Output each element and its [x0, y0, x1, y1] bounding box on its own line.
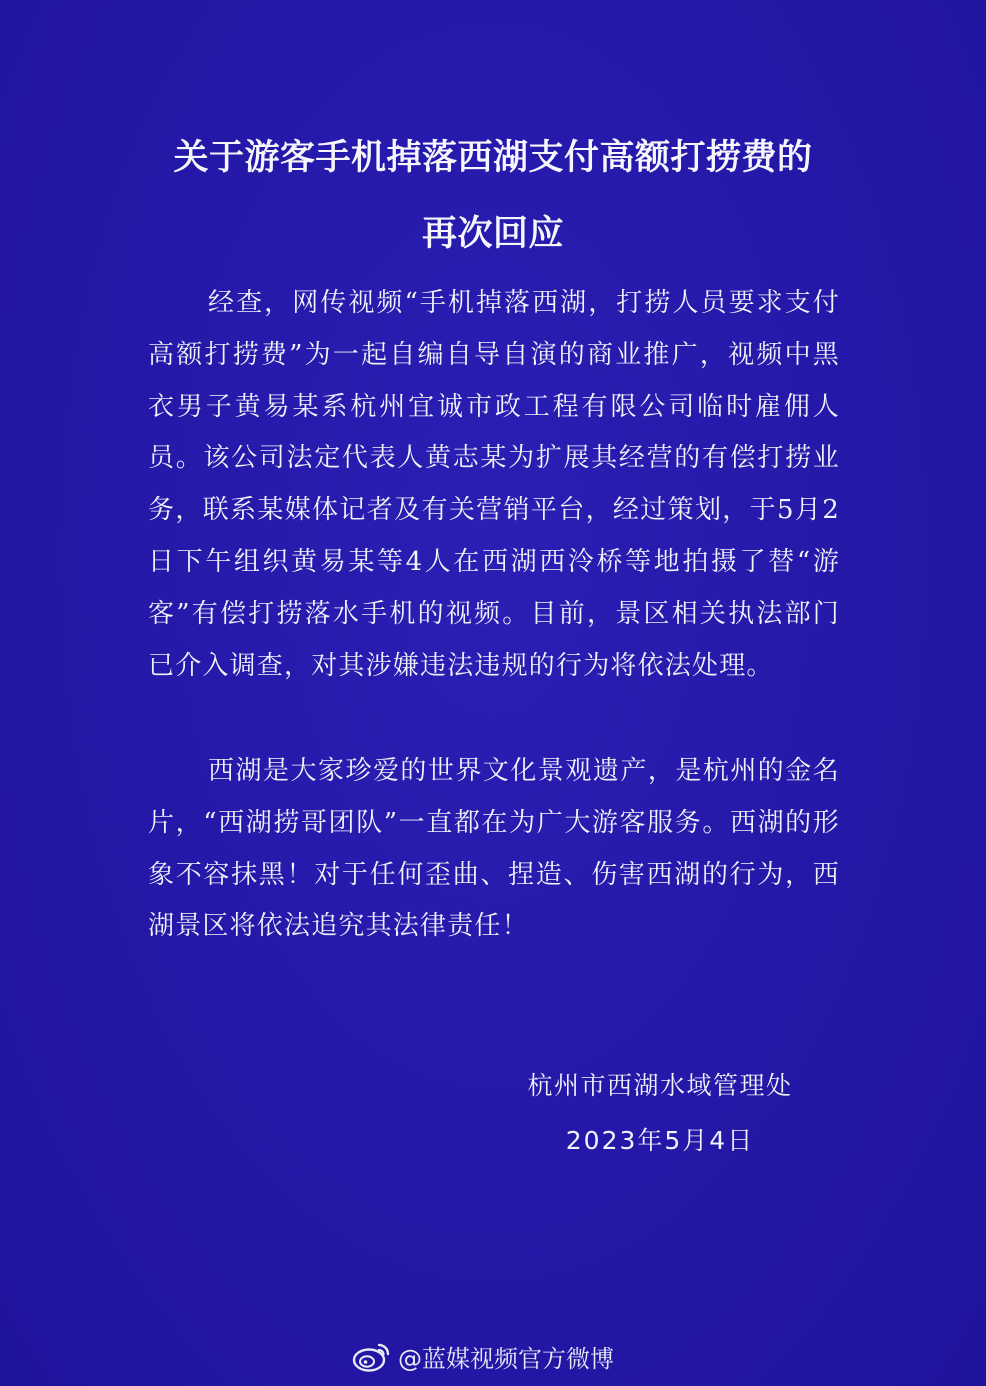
weibo-icon	[352, 1339, 392, 1373]
issuing-organization: 杭州市西湖水域管理处	[527, 1071, 793, 1100]
watermark-text: @蓝媒视频官方微博	[398, 1344, 614, 1373]
notice-paragraph-1: 经查，网传视频“手机掉落西湖，打捞人员要求支付高额打捞费”为一起自编自导自演的商业推广，视频中黑衣男子黄易某系杭州宜诚市政工程有限公司临时雇佣人员。该公司法定代表人黄志某为扩展其经营的有偿打捞业务，联系某媒体记者及有关营销平台，经过策划，于5月2日下午组织黄易某等4人在西湖西泠桥等地拍摄了替“游客”有偿打捞落水手机的视频。目前，景区相关执法部门已介入调查，对其涉嫌违法违规的行为将依法处理。	[148, 288, 840, 681]
notice-title-line-2: 再次回应	[421, 213, 564, 254]
notice-paragraph-2: 西湖是大家珍爱的世界文化景观遗产，是杭州的金名片，“西湖捞哥团队”一直都在为广大游客服务。西湖的形象不容抹黑！对于任何歪曲、捏造、伤害西湖的行为，西湖景区将依法追究其法律责任！	[148, 756, 840, 942]
notice-title-line-1: 关于游客手机掉落西湖支付高额打捞费的	[173, 137, 813, 178]
weibo-watermark	[352, 1336, 614, 1376]
issue-date: 2023年5月4日	[565, 1126, 755, 1155]
